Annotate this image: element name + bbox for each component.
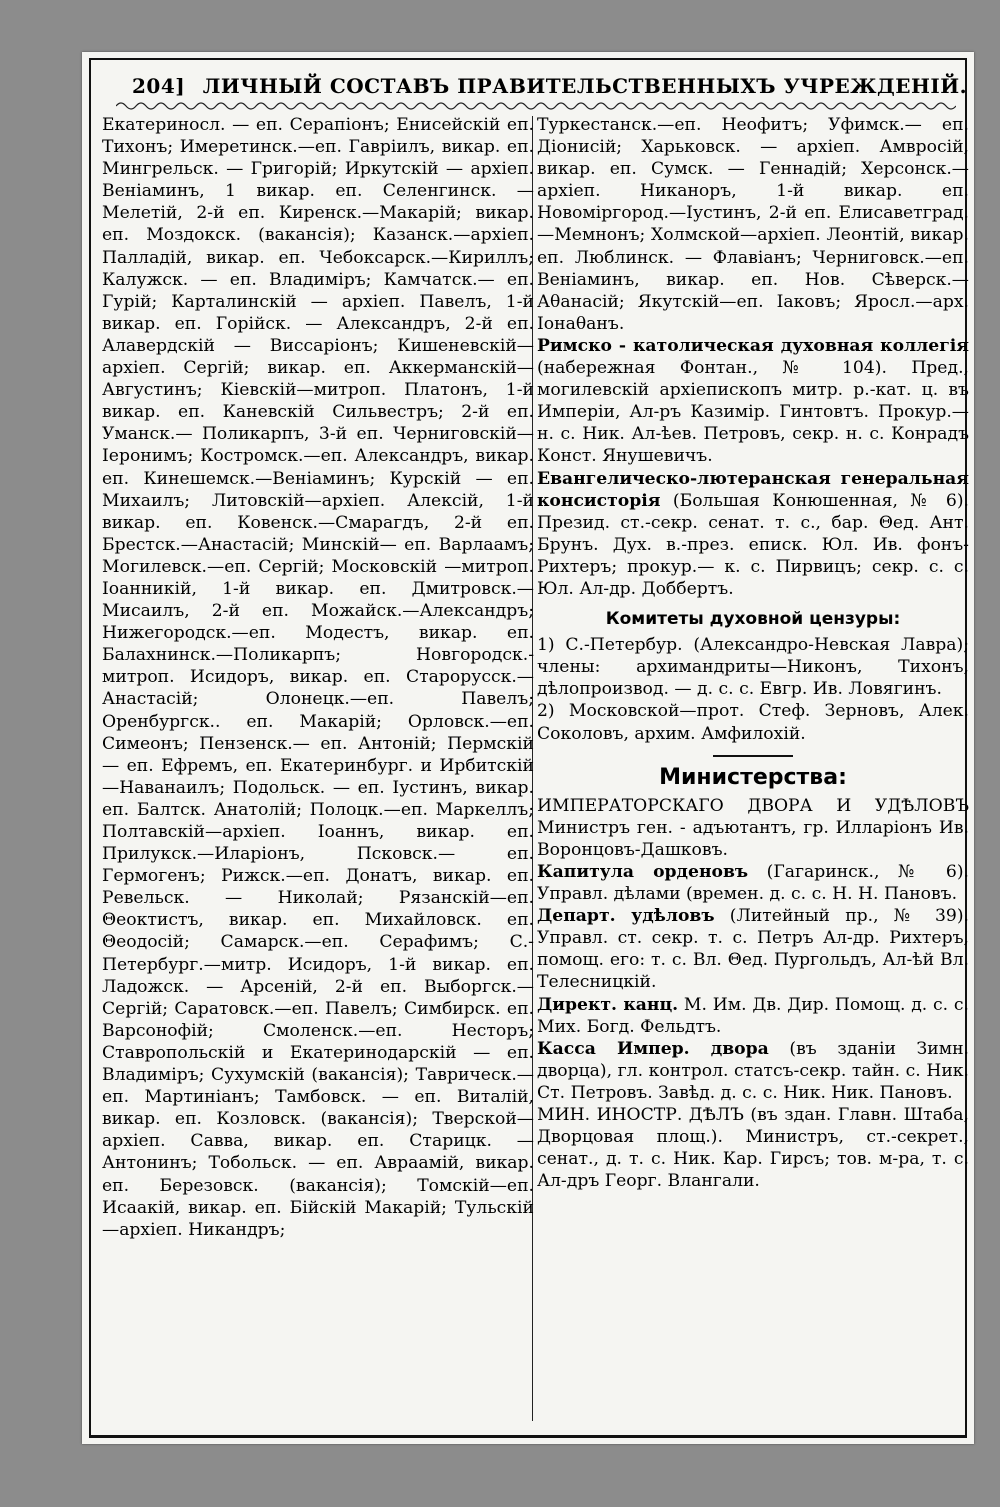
left-column bbox=[102, 114, 534, 1429]
orders-chapter-entry bbox=[537, 861, 969, 905]
chancery-text: М. Им. Дв. Дир. Помощ. д. с. с. Мих. Богд. Фельдтъ. bbox=[537, 994, 969, 1037]
page-sheet bbox=[82, 52, 974, 1444]
court-treasury-title: Касса Импер. двора bbox=[537, 1038, 769, 1059]
court-treasury-entry bbox=[537, 1038, 969, 1104]
ministries-heading: Министерства: bbox=[659, 764, 847, 790]
catholic-college-text: (набережная Фонтан., № 104). Пред., могилевскій архіепископъ митр. р.-кат. ц. въ Имперіи, Ал-ръ Казимір. Гинтовтъ. Прокур.—н. с. Ник. Ал-ѣев. Петровъ, секр. н. с. Конрадъ Конст. Янушевичъ. bbox=[537, 358, 969, 467]
chancery-title: Директ. канц. bbox=[537, 994, 679, 1015]
lutheran-consistory-entry bbox=[537, 468, 969, 601]
appanage-dept-title: Департ. удѣловъ bbox=[537, 906, 715, 927]
court-treasury-text: (въ зданіи Зимн. дворца), гл. контрол. статсъ-секр. тайн. с. Ник. Ст. Петровъ. Завѣд. д. с. с. Ник. Ник. Пановъ. bbox=[537, 1038, 969, 1103]
imperial-court-text: Министръ ген. - адъютантъ, гр. Илларіонъ Ив. Воронцовъ-Дашковъ. bbox=[537, 817, 969, 860]
orders-chapter-title: Капитула орденовъ bbox=[537, 862, 749, 882]
section-divider bbox=[713, 755, 793, 757]
page-number: 204] bbox=[132, 74, 186, 98]
censorship-item-2: 2) Московской—прот. Стеф. Зерновъ, Алек. Соколовъ, архим. Амфилохій. bbox=[537, 701, 969, 744]
imperial-court-title: ИМПЕРАТОРСКАГО ДВОРА И УДѢЛОВЪ bbox=[537, 795, 969, 816]
decorative-wave-rule bbox=[116, 100, 956, 112]
catholic-college-entry bbox=[537, 335, 969, 468]
lutheran-consistory-title: Евангелическо-лютеранская генеральная консисторія bbox=[537, 468, 969, 511]
imperial-court-entry bbox=[537, 795, 969, 861]
dioceses-list-text: Екатериносл. — еп. Серапіонъ; Енисейскій еп. Тихонъ; Имеретинск.—еп. Гавріилъ, викар. еп. Мингрельск. — Григорій; Иркутскій — архіеп. Веніаминъ, 1 викар. еп. Селенгинск. — Мелетій, 2-й еп. Киренск.—Макарій; викар. еп. Моздокск. (вакансія); Казанск.—архіеп. Палладій, викар. еп. Чебоксарск.—Кириллъ; Калужск. — еп. Владиміръ; Камчатск.— еп. Гурій; Карталинскій — архіеп. Павелъ, 1-й викар. еп. Горійск. — Александръ, 2-й еп. Алавердскій — Виссаріонъ; Кишеневскій—архіеп. Сергій; викар. еп. Аккерманскій—Августинъ; Кіевскій—митроп. Платонъ, 1-й викар. еп. Каневскій Сильвестръ; 2-й еп. Уманск.— Поликарпъ, 3-й еп. Черниговскій—Іеронимъ; Костромск.—еп. Александръ, викар. еп. Кинешемск.—Веніаминъ; Курскій — еп. Михаилъ; Литовскій—архіеп. Алексій, 1-й викар. еп. Ковенск.—Смарагдъ, 2-й еп. Брестск.—Анастасій; Минскій— еп. Варлаамъ; Могилевск.—еп. Сергій; Московскій —митроп. Іоанникій, 1-й викар. еп. Дмитровск.—Мисаилъ, 2-й еп. Можайск.—Александръ; Нижегородск.—еп. Модестъ, викар. еп. Балахнинск.—Поликарпъ; Новгородск.-митроп. Исидоръ, викар. еп. Старорусск.—Анастасій; Олонецк.—еп. Павелъ; Оренбургск.. еп. Макарій; Орловск.—еп. Симеонъ; Пензенск.— еп. Антоній; Пермскій — еп. Ефремъ, еп. Екатеринбург. и Ирбитскій—Наванаилъ; Подольск. — еп. Іустинъ, викар. еп. Балтск. Анатолій; Полоцк.—еп. Маркеллъ; Полтавскій—архіеп. Іоаннъ, викар. еп. Прилукск.—Иларіонъ, Псковск.— еп. Гермогенъ; Рижск.—еп. Донатъ, викар. еп. Ревельск. — Николай; Рязанскій—еп. Θеоктистъ, викар. еп. Михайловск. еп. Θеодосій; Самарск.—еп. Серафимъ; С.-Петербург.—митр. Исидоръ, 1-й викар. еп. Ладожск. — Арсеній, 2-й еп. Выборгск.—Сергій; Саратовск.—еп. Павелъ; Симбирск. еп. Варсонофій; Смоленск.—еп. Несторъ; Ставропольскій и Екатеринодарскій — еп. Владиміръ; Сухумскій (вакансія); Таврическ.—еп. Мартиніанъ; Тамбовск. — еп. Виталій, викар. еп. Козловск. (вакансія); Тверской— архіеп. Савва, викар. еп. Старицк. — Антонинъ; Тобольск. — еп. Авраамій, викар. еп. Березовск. (вакансія); Томскій—еп. Исаакій, викар. еп. Бійскій Макарій; Тульскій—архіеп. Никандръ; bbox=[102, 115, 534, 1240]
censorship-heading: Комитеты духовной цензуры: bbox=[605, 609, 901, 630]
appanage-dept-text: (Литейный пр., № 39). Управл. ст. секр. т. с. Петръ Ал-др. Рихтеръ, помощ. его: т. с. Вл. Θед. Пургольдъ, Ал-ѣй Вл. Телесницкій. bbox=[537, 906, 969, 993]
appanage-dept-entry bbox=[537, 905, 969, 993]
orders-chapter-text: (Гагаринск., № 6). Управл. дѣлами (времен. д. с. с. Н. Н. Пановъ. bbox=[537, 862, 969, 905]
foreign-affairs-text: (въ здан. Главн. Штаба, Дворцовая площ.). Министръ, ст.-секрет., сенат., д. т. с. Ник. Кар. Гирсъ; тов. м-ра, т. с. Ал-дръ Георг. Влангали. bbox=[537, 1105, 969, 1192]
lutheran-consistory-text: (Большая Конюшенная, № 6). Презид. ст.-секр. сенат. т. с., бар. Θед. Ант. Брунъ. Дух. в.-през. еписк. Юл. Ив. фонъ-Рихтеръ; прокур.— к. с. Пирвицъ; секр. с. с. Юл. Ал-др. Доббертъ. bbox=[537, 490, 969, 599]
page-title: ЛИЧНЫЙ СОСТАВЪ ПРАВИТЕЛЬСТВЕННЫХЪ УЧРЕЖДЕНІЙ. bbox=[202, 74, 968, 98]
right-column bbox=[537, 114, 969, 1429]
chancery-entry bbox=[537, 994, 969, 1038]
catholic-college-title: Римско - католическая духовная коллегія bbox=[537, 335, 969, 356]
dioceses-continuation-text: Туркестанск.—еп. Неофитъ; Уфимск.— еп. Діонисій; Харьковск. — архіеп. Амвросій, викар. еп. Сумск. — Геннадій; Херсонск.—архіеп. Никаноръ, 1-й викар. еп. Новоміргород.—Іустинъ, 2-й еп. Елисаветград.—Мемнонъ; Холмской—архіеп. Леонтій, викар. еп. Люблинск. — Флавіанъ; Черниговск.—еп. Веніаминъ, викар. еп. Нов. Сѣверск.—Аθанасій; Якутскій—еп. Іаковъ; Яросл.—арх. Іонаθанъ. bbox=[537, 115, 969, 334]
censorship-item-1: 1) С.-Петербур. (Александро-Невская Лавра); члены: архимандриты—Никонъ, Тихонъ, дѣлопроизвод. — д. с. с. Евгр. Ив. Ловягинъ. bbox=[537, 635, 969, 700]
foreign-affairs-title: МИН. ИНОСТР. ДѢЛЪ bbox=[537, 1105, 744, 1126]
foreign-affairs-entry bbox=[537, 1104, 969, 1192]
